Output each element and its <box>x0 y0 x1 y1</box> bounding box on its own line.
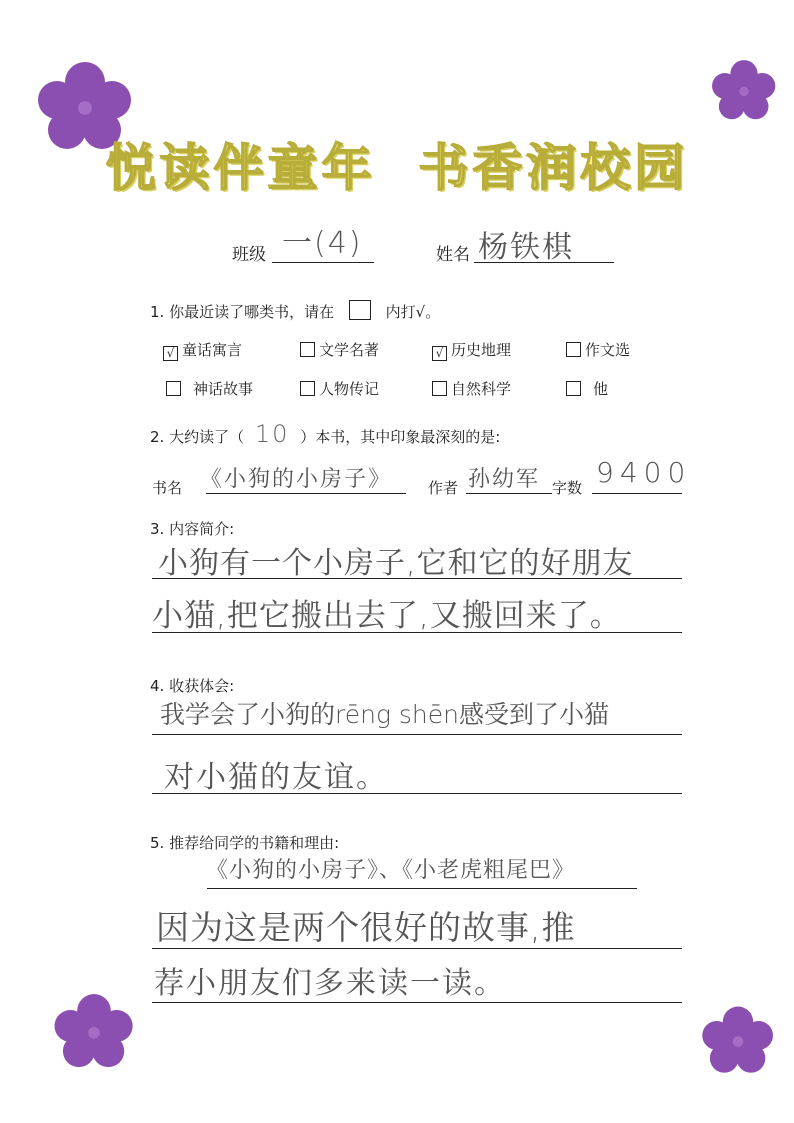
book-title-underline <box>206 493 406 494</box>
option-natural-science[interactable] <box>432 378 511 399</box>
checkbox-other[interactable] <box>566 381 581 396</box>
question-1-suffix: 内打√。 <box>385 303 441 321</box>
checkbox-essay-collection[interactable] <box>566 342 581 357</box>
book-title-label: 书名 <box>152 479 183 497</box>
question-1 <box>150 300 440 322</box>
option-label: 神话故事 <box>193 380 254 398</box>
option-label: 历史地理 <box>451 341 512 359</box>
question-4-label: 4. 收获体会: <box>150 677 235 695</box>
flower-decoration-bottom-right <box>700 1000 776 1080</box>
page-title: 悦读伴童年 书香润校园 <box>105 139 689 197</box>
question-1-text: 1. 你最近读了哪类书，请在 <box>150 303 335 321</box>
author-value: 孙幼军 <box>468 467 541 492</box>
name-value: 杨铁棋 <box>478 230 574 265</box>
option-essay-collection[interactable] <box>566 339 630 360</box>
option-other[interactable] <box>566 378 608 399</box>
option-history-geography[interactable] <box>432 339 511 361</box>
option-mythology[interactable] <box>166 378 253 399</box>
question-2 <box>150 420 500 448</box>
class-underline <box>272 262 374 263</box>
author-label: 作者 <box>428 479 459 497</box>
option-biographies[interactable] <box>300 378 379 399</box>
word-count-underline <box>592 493 682 494</box>
class-value: 一(4) <box>282 226 363 261</box>
name-label: 姓名 <box>436 245 470 265</box>
author-underline <box>466 493 552 494</box>
word-count-value: 9400 <box>596 456 692 489</box>
book-title-value: 《小狗的小房子》 <box>200 467 393 492</box>
question-2-text: 2. 大约读了（ <box>150 428 245 446</box>
reason-line-1: 因为这是两个很好的故事,推 <box>156 908 576 947</box>
question-2-suffix: ）本书，其中印象最深刻的是: <box>300 428 501 446</box>
question-3-label: 3. 内容简介: <box>150 520 235 538</box>
summary-line-1: 小狗有一个小房子,它和它的好朋友 <box>158 546 634 581</box>
word-count-label: 字数 <box>552 479 583 497</box>
checkbox-natural-science[interactable] <box>432 381 447 396</box>
sample-checkbox <box>349 300 371 320</box>
question-5-label: 5. 推荐给同学的书籍和理由: <box>150 834 340 852</box>
reflection-line-1: 我学会了小狗的rēng shēn感受到了小猫 <box>160 700 610 729</box>
name-underline <box>474 262 614 263</box>
flower-decoration-top-right <box>710 52 778 128</box>
checkbox-history-geography[interactable]: √ <box>432 346 447 361</box>
books-read-count: 10 <box>254 420 290 448</box>
option-label: 作文选 <box>585 341 631 359</box>
option-label: 文学名著 <box>319 341 380 359</box>
reason-underline-1 <box>152 948 682 949</box>
class-label: 班级 <box>232 245 266 265</box>
summary-underline-1 <box>152 578 682 579</box>
summary-underline-2 <box>152 632 682 633</box>
recommended-books-underline <box>207 888 637 889</box>
checkbox-biographies[interactable] <box>300 381 315 396</box>
option-label: 他 <box>593 380 609 398</box>
recommended-books: 《小狗的小房子》、《小老虎粗尾巴》 <box>206 858 576 883</box>
reflection-underline-1 <box>152 734 682 735</box>
reason-line-2: 荐小朋友们多来读一读。 <box>154 966 506 1001</box>
reflection-underline-2 <box>152 793 682 794</box>
checkbox-literature-classics[interactable] <box>300 342 315 357</box>
checkbox-fairy-tales[interactable]: √ <box>163 346 178 361</box>
option-literature-classics[interactable] <box>300 339 379 360</box>
reason-underline-2 <box>152 1002 682 1003</box>
option-label: 人物传记 <box>319 380 380 398</box>
summary-line-2: 小猫,把它搬出去了,又搬回来了。 <box>152 598 622 634</box>
flower-decoration-bottom-left <box>52 990 136 1072</box>
option-label: 自然科学 <box>451 380 512 398</box>
checkbox-mythology[interactable] <box>166 381 181 396</box>
option-fairy-tales[interactable] <box>163 339 242 361</box>
reflection-line-2: 对小猫的友谊。 <box>164 760 388 795</box>
option-label: 童话寓言 <box>182 341 243 359</box>
